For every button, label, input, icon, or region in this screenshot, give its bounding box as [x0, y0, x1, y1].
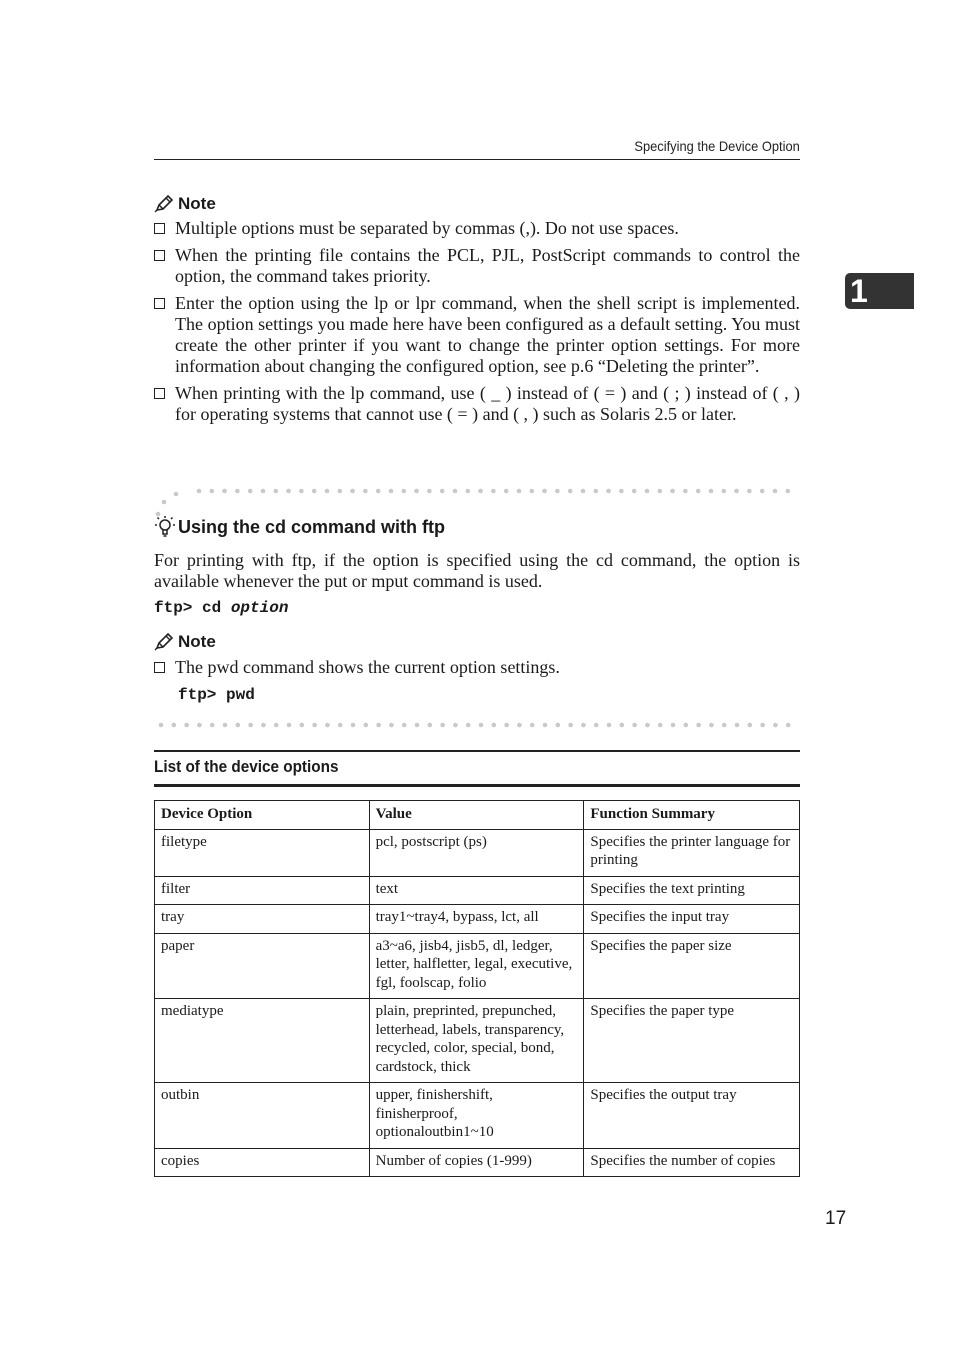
checkbox-bullet-icon — [154, 388, 165, 399]
device-options-table — [154, 800, 800, 1177]
list-item: Enter the option using the lp or lpr command, when the shell script is implemented. The option settings you made here have been configured as a default setting. You must create the other printer if you want to change the printer option settings. For more information about changing the configured option, see p.6 “Deleting the printer”. — [154, 293, 800, 377]
hint-paragraph: For printing with ftp, if the option is specified using the cd command, the option is available whenever the put or mput command is used. — [154, 550, 800, 591]
table-row — [155, 876, 800, 905]
note-title: Note — [178, 194, 216, 213]
table-row — [155, 1083, 800, 1149]
lightbulb-icon — [154, 515, 176, 539]
cell-value: a3~a6, jisb4, jisb5, dl, ledger, letter, halfletter, legal, executive, fgl, foolscap, folio — [369, 933, 584, 999]
cell-summary: Specifies the input tray — [584, 905, 800, 934]
dotted-separator-bottom — [150, 720, 804, 730]
cell-value: pcl, postscript (ps) — [369, 829, 584, 876]
section-rule-top — [154, 750, 800, 752]
cell-summary: Specifies the paper size — [584, 933, 800, 999]
table-row — [155, 933, 800, 999]
cell-value: text — [369, 876, 584, 905]
pencil-icon — [154, 633, 174, 651]
note-title: Note — [178, 632, 216, 651]
table-row — [155, 1148, 800, 1177]
table-header-row — [155, 801, 800, 830]
cell-summary: Specifies the number of copies — [584, 1148, 800, 1177]
section-title: List of the device options — [154, 757, 339, 776]
cell-value: upper, finishershift, finisherproof, optionaloutbin1~10 — [369, 1083, 584, 1149]
cell-summary: Specifies the text printing — [584, 876, 800, 905]
cell-option: tray — [155, 905, 370, 934]
cell-value: tray1~tray4, bypass, lct, all — [369, 905, 584, 934]
table-row — [155, 905, 800, 934]
cell-value: plain, preprinted, prepunched, letterhead, labels, transparency, recycled, color, special, bond, cardstock, thick — [369, 999, 584, 1083]
cell-option: paper — [155, 933, 370, 999]
ftp-pwd-command: ftp> pwd — [178, 686, 255, 704]
cell-option: copies — [155, 1148, 370, 1177]
ftp-cd-command: ftp> cd option — [154, 599, 289, 617]
hint-heading — [154, 515, 445, 539]
checkbox-bullet-icon — [154, 250, 165, 261]
cell-option: outbin — [155, 1083, 370, 1149]
note-list — [154, 218, 800, 431]
cell-summary: Specifies the printer language for printing — [584, 829, 800, 876]
cell-summary: Specifies the output tray — [584, 1083, 800, 1149]
list-item: When printing with the lp command, use ( _ ) instead of ( = ) and ( ; ) instead of ( , ) for operating systems that cannot use ( = ) and ( , ) such as Solaris 2.5 or later. — [154, 383, 800, 425]
note-heading — [154, 194, 216, 214]
list-item: When the printing file contains the PCL, PJL, PostScript commands to control the option, the command takes priority. — [154, 245, 800, 287]
hint-title: Using the cd command with ftp — [178, 516, 446, 537]
section-rule-bottom — [154, 784, 800, 787]
cell-option: filetype — [155, 829, 370, 876]
list-item: Multiple options must be separated by commas (,). Do not use spaces. — [154, 218, 800, 239]
table-row — [155, 829, 800, 876]
cell-summary: Specifies the paper type — [584, 999, 800, 1083]
cell-option: mediatype — [155, 999, 370, 1083]
column-header: Value — [369, 801, 584, 830]
column-header: Device Option — [155, 801, 370, 830]
note-list — [154, 657, 800, 684]
table-row — [155, 999, 800, 1083]
pencil-icon — [154, 195, 174, 213]
page-number: 17 — [825, 1208, 847, 1229]
chapter-tab: 1 — [845, 273, 914, 309]
cell-option: filter — [155, 876, 370, 905]
column-header: Function Summary — [584, 801, 800, 830]
checkbox-bullet-icon — [154, 223, 165, 234]
list-item: The pwd command shows the current option settings. — [154, 657, 800, 678]
checkbox-bullet-icon — [154, 662, 165, 673]
running-header: Specifying the Device Option — [634, 138, 800, 154]
header-rule — [154, 159, 800, 160]
checkbox-bullet-icon — [154, 298, 165, 309]
note-heading — [154, 632, 216, 652]
cell-value: Number of copies (1-999) — [369, 1148, 584, 1177]
